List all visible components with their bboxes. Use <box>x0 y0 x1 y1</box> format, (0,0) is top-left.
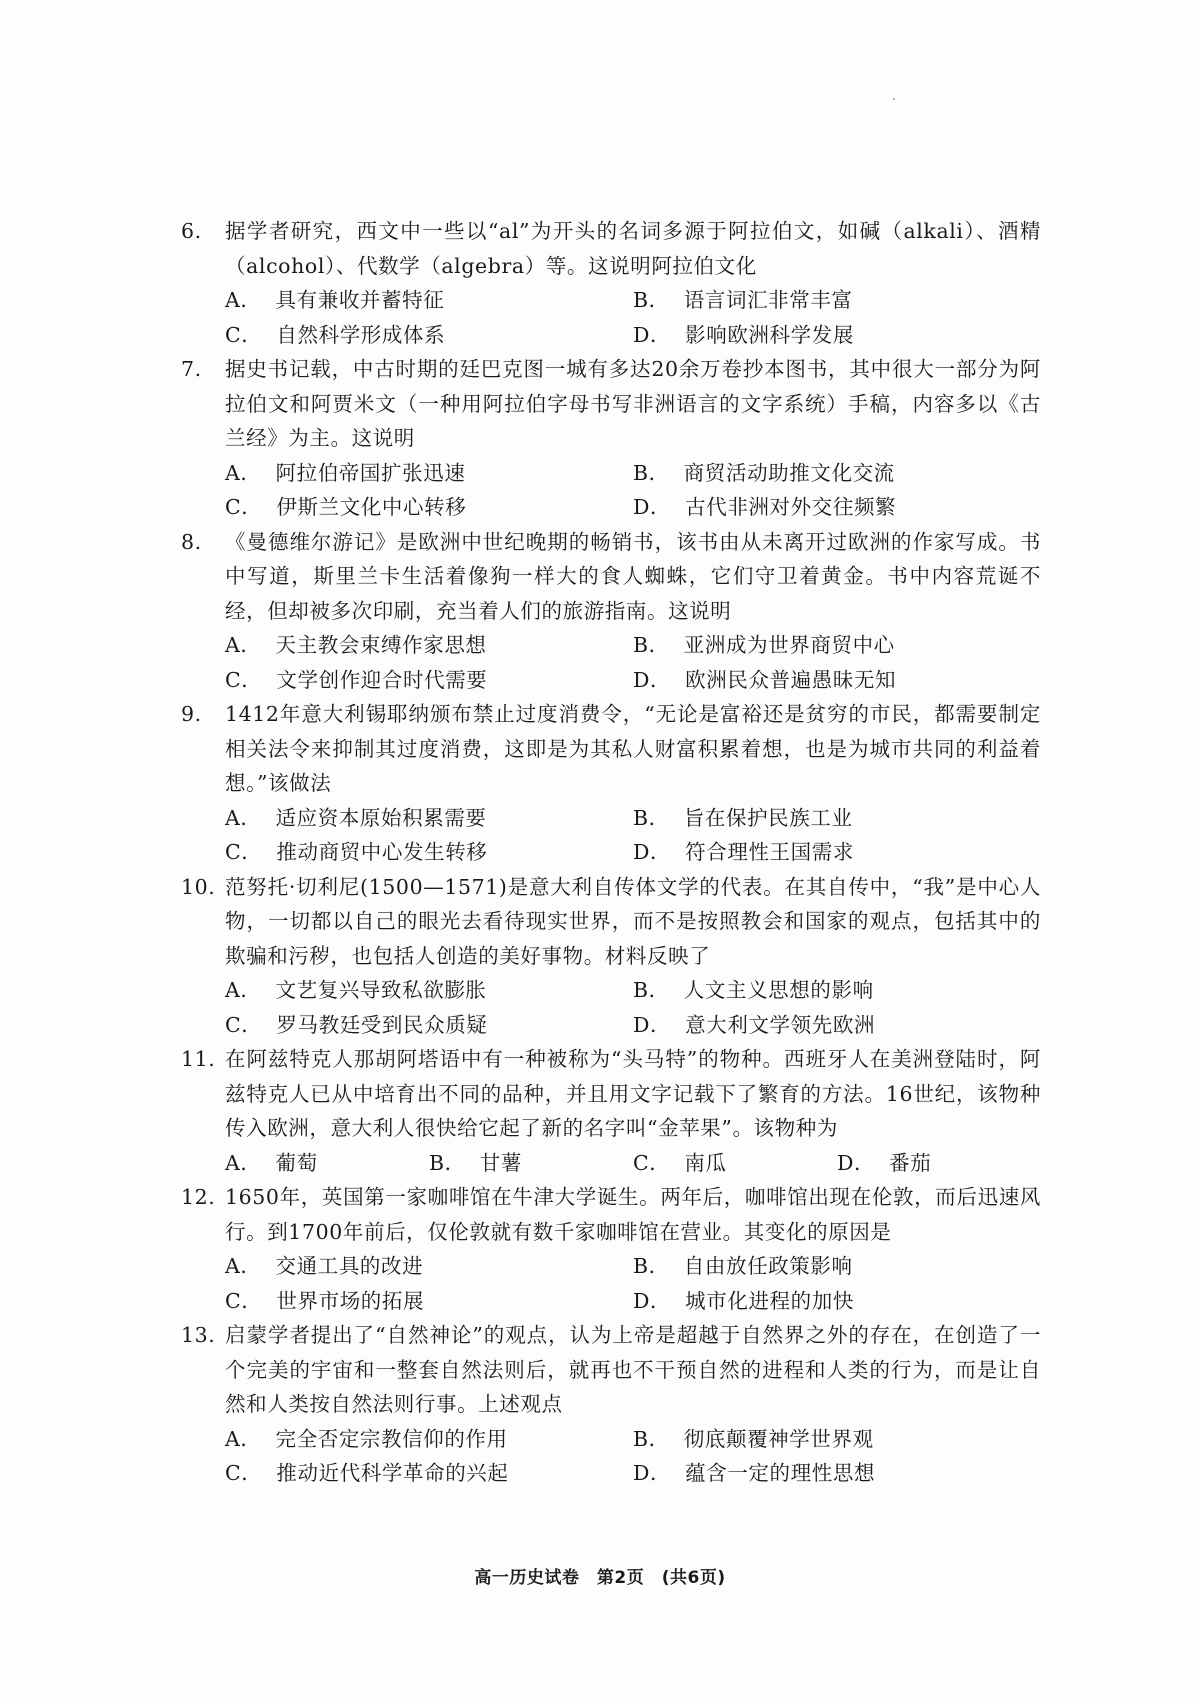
option-letter: D． <box>633 1461 672 1485</box>
option-text: 符合理性王国需求 <box>685 840 854 864</box>
option-text: 古代非洲对外交往频繁 <box>685 495 897 519</box>
question-7 <box>181 352 1041 525</box>
option-row <box>225 283 1041 318</box>
question-number: 7. <box>181 357 202 381</box>
options <box>181 628 1041 697</box>
option-letter: D． <box>633 667 672 692</box>
option-text: 意大利文学领先欧洲 <box>685 1012 876 1037</box>
question-11 <box>181 1042 1041 1180</box>
option-letter: A． <box>225 460 262 485</box>
option-text: 自然科学形成体系 <box>276 322 446 347</box>
question-stem <box>181 697 1041 801</box>
option-b <box>429 1146 633 1181</box>
option-c <box>225 490 633 525</box>
question-text: 在阿兹特克人那胡阿塔语中有一种被称为“头马特”的物种。西班牙人在美洲登陆时，阿兹特克人已从中培育出不同的品种，并且用文字记载下了繁育的方法。16世纪，该物种传入欧洲，意大利人很快给它起了新的名字叫“金苹果”。该物种为 <box>225 1047 1041 1140</box>
option-row <box>225 1146 1041 1181</box>
option-d <box>837 1146 1041 1181</box>
option-a <box>225 1146 429 1181</box>
option-b <box>633 1249 1041 1284</box>
option-b <box>633 801 1041 836</box>
option-text: 世界市场的拓展 <box>276 1288 425 1313</box>
question-number: 8. <box>181 529 202 554</box>
question-list <box>181 214 1041 1491</box>
option-text: 影响欧洲科学发展 <box>685 322 854 347</box>
scan-dot <box>893 98 895 100</box>
option-text: 葡萄 <box>275 1150 318 1175</box>
option-d <box>633 835 1041 870</box>
option-text: 商贸活动助推文化交流 <box>683 460 895 485</box>
option-d <box>633 1456 1041 1491</box>
option-letter: A． <box>225 633 262 657</box>
question-stem <box>181 525 1041 629</box>
option-letter: B． <box>633 1254 670 1278</box>
option-row <box>225 490 1041 525</box>
option-letter: C． <box>225 322 263 347</box>
option-letter: B． <box>633 1426 670 1451</box>
option-letter: B． <box>633 978 670 1002</box>
question-stem <box>181 352 1041 456</box>
option-text: 旨在保护民族工业 <box>683 805 853 830</box>
question-stem <box>181 214 1041 283</box>
option-text: 交通工具的改进 <box>275 1254 424 1278</box>
option-a <box>225 973 633 1008</box>
option-c <box>225 835 633 870</box>
option-text: 城市化进程的加快 <box>685 1288 854 1313</box>
options <box>181 1146 1041 1181</box>
option-letter: B． <box>633 805 670 830</box>
question-text: 1412年意大利锡耶纳颁布禁止过度消费令，“无论是富裕还是贫穷的市民，都需要制定相关法令来抑制其过度消费，这即是为其私人财富积累着想，也是为城市共同的利益着想。”该做法 <box>225 702 1041 795</box>
options <box>181 973 1041 1042</box>
option-text: 甘薯 <box>479 1150 522 1175</box>
option-b <box>633 283 1041 318</box>
option-row <box>225 1422 1041 1457</box>
page-footer: 高一历史试卷 第2页 (共6页) <box>474 1568 726 1588</box>
question-6 <box>181 214 1041 352</box>
option-row <box>225 1456 1041 1491</box>
options <box>181 801 1041 870</box>
option-d <box>633 1284 1041 1319</box>
question-number: 6. <box>181 219 202 243</box>
option-letter: D． <box>837 1150 876 1175</box>
option-row <box>225 318 1041 353</box>
option-c <box>225 1456 633 1491</box>
question-stem <box>181 1180 1041 1249</box>
option-letter: C． <box>633 1150 671 1175</box>
question-text: 据史书记载，中古时期的廷巴克图一城有多达20余万卷抄本图书，其中很大一部分为阿拉伯文和阿贾米文（一种用阿拉伯字母书写非洲语言的文字系统）手稿，内容多以《古兰经》为主。这说明 <box>225 357 1041 450</box>
option-text: 南瓜 <box>684 1150 727 1175</box>
option-text: 阿拉伯帝国扩张迅速 <box>275 460 466 485</box>
option-text: 欧洲民众普遍愚昧无知 <box>685 667 897 692</box>
option-text: 人文主义思想的影响 <box>683 978 874 1002</box>
question-text: 范努托·切利尼(1500—1571)是意大利自传体文学的代表。在其自传中，“我”是中心人物，一切都以自己的眼光去看待现实世界，而不是按照教会和国家的观点，包括其中的欺骗和污秽，也包括人创造的美好事物。材料反映了 <box>225 874 1041 968</box>
option-text: 罗马教廷受到民众质疑 <box>276 1012 488 1037</box>
option-text: 文学创作迎合时代需要 <box>276 667 488 692</box>
option-letter: A． <box>225 978 262 1002</box>
option-c <box>225 318 633 353</box>
option-letter: B． <box>633 460 670 485</box>
option-letter: D． <box>633 840 672 864</box>
question-text: 1650年，英国第一家咖啡馆在牛津大学诞生。两年后，咖啡馆出现在伦敦，而后迅速风行。到1700年前后，仅伦敦就有数千家咖啡馆在营业。其变化的原因是 <box>225 1185 1041 1244</box>
option-a <box>225 283 633 318</box>
option-a <box>225 801 633 836</box>
options <box>181 1422 1041 1491</box>
option-b <box>633 628 1041 663</box>
option-row <box>225 456 1041 491</box>
option-text: 蕴含一定的理性思想 <box>685 1461 876 1485</box>
option-letter: B． <box>429 1150 466 1175</box>
question-stem <box>181 1042 1041 1146</box>
option-text: 伊斯兰文化中心转移 <box>276 495 467 519</box>
option-letter: C． <box>225 495 263 519</box>
option-letter: C． <box>225 1012 263 1037</box>
option-a <box>225 456 633 491</box>
option-letter: A． <box>225 805 262 830</box>
option-text: 亚洲成为世界商贸中心 <box>683 633 895 657</box>
option-c <box>225 1284 633 1319</box>
option-letter: C． <box>225 1461 263 1485</box>
option-text: 推动近代科学革命的兴起 <box>276 1461 509 1485</box>
option-row <box>225 973 1041 1008</box>
option-a <box>225 628 633 663</box>
option-d <box>633 490 1041 525</box>
option-text: 语言词汇非常丰富 <box>683 288 853 312</box>
option-text: 彻底颠覆神学世界观 <box>683 1426 874 1451</box>
question-8 <box>181 525 1041 698</box>
option-letter: C． <box>225 667 263 692</box>
question-number: 9. <box>181 702 202 726</box>
option-row <box>225 835 1041 870</box>
option-text: 适应资本原始积累需要 <box>275 805 487 830</box>
option-letter: A． <box>225 1426 262 1451</box>
option-d <box>633 1008 1041 1043</box>
option-text: 推动商贸中心发生转移 <box>276 840 488 864</box>
option-text: 天主教会束缚作家思想 <box>275 633 487 657</box>
option-c <box>633 1146 837 1181</box>
option-letter: A． <box>225 1150 262 1175</box>
option-text: 具有兼收并蓄特征 <box>275 288 445 312</box>
option-row <box>225 1284 1041 1319</box>
option-letter: C． <box>225 1288 263 1313</box>
options <box>181 283 1041 352</box>
question-number: 13. <box>181 1323 216 1347</box>
question-12 <box>181 1180 1041 1318</box>
question-10 <box>181 870 1041 1043</box>
option-text: 自由放任政策影响 <box>683 1254 853 1278</box>
option-b <box>633 973 1041 1008</box>
option-row <box>225 663 1041 698</box>
option-letter: A． <box>225 288 262 312</box>
option-row <box>225 628 1041 663</box>
question-13 <box>181 1318 1041 1491</box>
option-letter: D． <box>633 322 672 347</box>
option-d <box>633 318 1041 353</box>
option-letter: D． <box>633 1288 672 1313</box>
options <box>181 1249 1041 1318</box>
option-text: 番茄 <box>889 1150 932 1175</box>
option-letter: D． <box>633 495 672 519</box>
option-letter: C． <box>225 840 263 864</box>
option-c <box>225 663 633 698</box>
option-b <box>633 456 1041 491</box>
question-text: 《曼德维尔游记》是欧洲中世纪晚期的畅销书，该书由从未离开过欧洲的作家写成。书中写道，斯里兰卡生活着像狗一样大的食人蜘蛛，它们守卫着黄金。书中内容荒诞不经，但却被多次印刷，充当着人们的旅游指南。这说明 <box>225 529 1041 623</box>
option-text: 完全否定宗教信仰的作用 <box>275 1426 508 1451</box>
question-number: 11. <box>181 1047 216 1071</box>
question-stem <box>181 870 1041 974</box>
question-stem <box>181 1318 1041 1422</box>
option-row <box>225 1008 1041 1043</box>
option-a <box>225 1249 633 1284</box>
question-text: 据学者研究，西文中一些以“al”为开头的名词多源于阿拉伯文，如碱（alkali）、酒精（alcohol）、代数学（algebra）等。这说明阿拉伯文化 <box>225 219 1041 278</box>
question-text: 启蒙学者提出了“自然神论”的观点，认为上帝是超越于自然界之外的存在，在创造了一个完美的宇宙和一整套自然法则后，就再也不干预自然的进程和人类的行为，而是让自然和人类按自然法则行事。上述观点 <box>225 1323 1041 1416</box>
option-b <box>633 1422 1041 1457</box>
question-number: 10. <box>181 874 216 899</box>
option-letter: A． <box>225 1254 262 1278</box>
option-d <box>633 663 1041 698</box>
options <box>181 456 1041 525</box>
option-row <box>225 1249 1041 1284</box>
option-row <box>225 801 1041 836</box>
option-c <box>225 1008 633 1043</box>
option-a <box>225 1422 633 1457</box>
option-letter: B． <box>633 288 670 312</box>
question-number: 12. <box>181 1185 216 1209</box>
question-9 <box>181 697 1041 870</box>
option-letter: D． <box>633 1012 672 1037</box>
option-text: 文艺复兴导致私欲膨胀 <box>275 978 487 1002</box>
option-letter: B． <box>633 633 670 657</box>
